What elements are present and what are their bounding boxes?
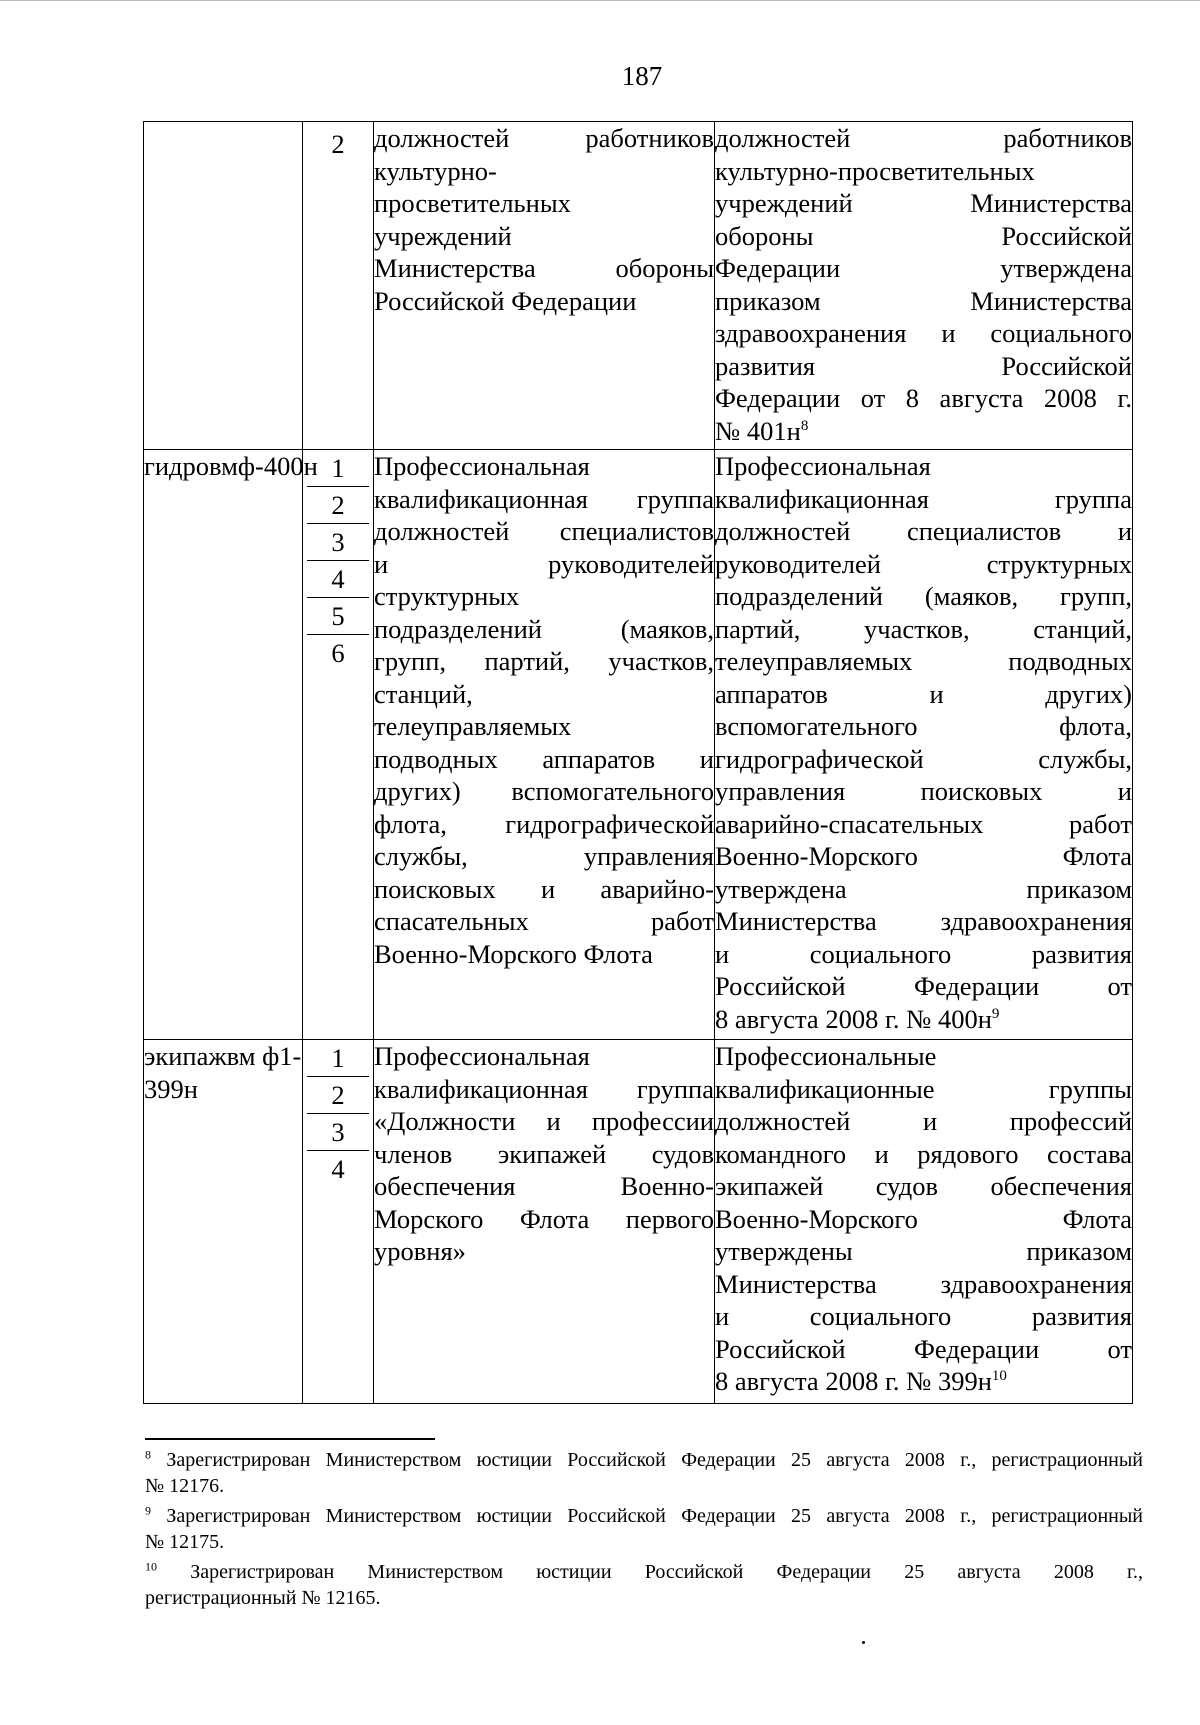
level-number: 6	[331, 638, 345, 668]
text-line: Министерства обороны	[374, 253, 714, 283]
text-line: Российской Федерации от	[715, 1333, 1132, 1364]
table-row	[144, 122, 1133, 450]
text-line: культурно-	[374, 155, 497, 186]
footnote-ref: 8	[800, 417, 809, 434]
level-number: 4	[331, 1154, 345, 1184]
text-line: флота, гидрографической	[374, 808, 714, 839]
text-line: «Должности и профессии	[374, 1106, 714, 1136]
text-line: развития Российской	[715, 350, 1132, 381]
scan-speck	[862, 1641, 865, 1644]
classification-table	[143, 121, 1133, 1404]
text-line: и социального развития	[715, 938, 1132, 969]
level-number: 3	[307, 524, 369, 561]
text-line: аварийно-спасательных работ	[715, 808, 1132, 839]
text-line: гидрографической службы,	[715, 743, 1132, 774]
text-line: должностей работников	[374, 123, 714, 153]
group-name-cell	[374, 450, 715, 1040]
code-cell	[144, 122, 303, 450]
footnote-text: регистрационный № 12165.	[145, 1587, 381, 1609]
text-line: учреждений Министерства	[715, 188, 1132, 218]
text-line: утверждены приказом	[715, 1236, 1132, 1266]
text-line: руководителей структурных	[715, 548, 1132, 579]
footnote-mark: 10	[145, 1559, 157, 1574]
text-line: управления поисковых и	[715, 776, 1132, 806]
text-line: утверждена приказом	[715, 873, 1132, 904]
page-number: 187	[621, 61, 663, 91]
text-line: учреждений	[374, 220, 512, 251]
code-text: гидровмф-400н	[144, 451, 318, 481]
footnote-text: Зарегистрирован Министерством юстиции Российской Федерации 25 августа 2008 г., регистрационный	[166, 1449, 1144, 1471]
text-line: подводных аппаратов и	[374, 743, 714, 774]
level-number: 3	[307, 1114, 369, 1151]
text-line: Профессиональные	[715, 1041, 937, 1071]
text-line: Федерации от 8 августа 2008 г.	[715, 383, 1132, 413]
level-number: 5	[307, 598, 369, 635]
text-line: службы, управления	[374, 841, 714, 871]
footnote	[145, 1447, 1143, 1499]
basis-cell	[715, 450, 1133, 1040]
text-line: Военно-Морского Флота	[715, 841, 1132, 871]
text-line: и руководителей	[374, 548, 714, 579]
text-line: обеспечения Военно-	[374, 1171, 714, 1201]
text-line: 8 августа 2008 г. № $400н^9$	[715, 1003, 1000, 1034]
level-number: 2	[307, 487, 369, 524]
level-number: 2	[307, 1077, 369, 1114]
text-line: телеуправляемых подводных	[715, 646, 1132, 676]
text-line: поисковых и аварийно-	[374, 873, 714, 904]
level-number: 2	[331, 129, 345, 159]
text-line: квалификационная группа	[374, 1073, 714, 1104]
text-line: обороны Российской	[715, 220, 1132, 251]
text-line: культурно-просветительных	[715, 155, 1035, 186]
text-line: квалификационная группа	[715, 483, 1132, 514]
code-cell	[144, 450, 318, 1040]
text-line: спасательных работ	[374, 906, 714, 936]
text-line: квалификационные группы	[715, 1073, 1132, 1104]
footnote-text: Зарегистрирован Министерством юстиции Российской Федерации 25 августа 2008 г., регистрационный	[166, 1505, 1144, 1527]
text-line: здравоохранения и социального	[715, 318, 1132, 348]
footnote	[145, 1559, 1143, 1611]
text-line: 8 августа 2008 г. № $399н^{10}$	[715, 1366, 1007, 1396]
text-line: групп, партий, участков,	[374, 646, 714, 676]
basis-cell	[715, 1040, 1133, 1404]
text-line: Российской Федерации	[374, 285, 637, 316]
group-name-cell	[374, 1040, 715, 1404]
text-line: Военно-Морского Флота	[374, 938, 653, 969]
text-line: подразделений (маяков,	[374, 613, 714, 644]
text-line: квалификационная группа	[374, 483, 714, 514]
text-line: командного и рядового состава	[715, 1138, 1132, 1169]
text-line: Российской Федерации от	[715, 971, 1132, 1001]
footnote-line	[145, 1447, 1143, 1473]
footnote-ref: 9	[991, 1005, 1000, 1022]
level-numbers-cell	[303, 122, 374, 450]
text-line: структурных	[374, 581, 520, 611]
text-line: подразделений (маяков, групп,	[715, 581, 1132, 611]
text-line: № $401н^8$	[715, 415, 809, 446]
text-line: Профессиональная	[374, 451, 590, 481]
basis-cell	[715, 122, 1133, 450]
footnote	[145, 1503, 1143, 1555]
text-line: Профессиональная	[715, 451, 931, 481]
text-line: партий, участков, станций,	[715, 613, 1132, 644]
text-line: аппаратов и других)	[715, 678, 1132, 709]
text-line: других) вспомогательного	[374, 776, 714, 806]
text-line: уровня»	[374, 1236, 466, 1266]
table-row	[144, 1040, 1133, 1404]
text-line: членов экипажей судов	[374, 1138, 714, 1169]
level-numbers-cell	[303, 1040, 374, 1404]
level-number: 1	[307, 450, 369, 487]
text-line: должностей специалистов и	[715, 516, 1132, 546]
table-row	[144, 450, 1133, 1040]
text-line: должностей работников	[715, 123, 1132, 153]
footnote-line	[145, 1503, 1143, 1529]
level-number: 1	[307, 1040, 369, 1077]
footnote-ref: 10	[991, 1368, 1007, 1385]
footnote-text: Зарегистрирован Министерством юстиции Российской Федерации 25 августа 2008 г.,	[190, 1561, 1144, 1583]
text-line: вспомогательного флота,	[715, 711, 1132, 741]
group-name-cell	[374, 122, 715, 450]
footnotes	[145, 1447, 1143, 1615]
footnote-separator	[145, 1438, 435, 1440]
footnote-mark: 8	[145, 1447, 151, 1462]
footnote-mark: 9	[145, 1503, 151, 1518]
text-line: приказом Министерства	[715, 285, 1132, 316]
text-line: Морского Флота первого	[374, 1203, 714, 1234]
code-cell	[144, 1040, 303, 1404]
text-line: телеуправляемых	[374, 711, 572, 741]
text-line: должностей и профессий	[715, 1106, 1132, 1136]
text-line: Министерства здравоохранения	[715, 1268, 1132, 1299]
text-line: просветительных	[374, 188, 571, 218]
text-line: Министерства здравоохранения	[715, 906, 1132, 936]
text-line: Военно-Морского Флота	[715, 1203, 1132, 1234]
text-line: и социального развития	[715, 1301, 1132, 1331]
footnote-text: № 12176.	[145, 1475, 225, 1497]
text-line: Профессиональная	[374, 1041, 590, 1071]
footnote-text: № 12175.	[145, 1531, 225, 1553]
text-line: экипажей судов обеспечения	[715, 1171, 1132, 1201]
level-numbers-cell	[303, 450, 374, 1040]
text-line: станций,	[374, 678, 473, 709]
level-number: 4	[307, 561, 369, 598]
text-line: Федерации утверждена	[715, 253, 1132, 283]
text-line: должностей специалистов	[374, 516, 714, 546]
code-text: экипажвм ф1-399н	[144, 1041, 302, 1104]
footnote-line	[145, 1559, 1143, 1585]
